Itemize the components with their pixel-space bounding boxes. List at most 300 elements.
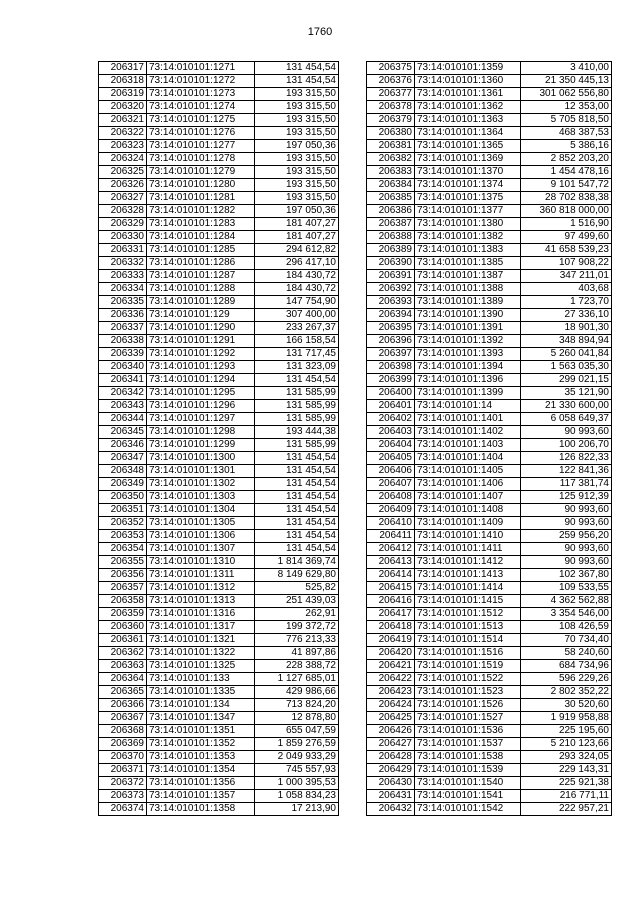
- cadastral-number-cell: 73:14:010101:1285: [147, 244, 255, 257]
- cadastral-number-cell: 73:14:010101:1306: [147, 530, 255, 543]
- cadastral-number-cell: 73:14:010101:1289: [147, 296, 255, 309]
- table-row: [367, 257, 612, 270]
- row-number-cell: 206380: [367, 127, 415, 140]
- row-number-cell: 206379: [367, 114, 415, 127]
- table-row: [367, 686, 612, 699]
- row-number-cell: 206422: [367, 673, 415, 686]
- row-number-cell: 206363: [99, 660, 147, 673]
- value-cell: 745 557,93: [255, 764, 339, 777]
- cadastral-number-cell: 73:14:010101:1411: [415, 543, 521, 556]
- table-row: [99, 62, 339, 75]
- cadastral-number-cell: 73:14:010101:1287: [147, 270, 255, 283]
- cadastral-number-cell: 73:14:010101:1301: [147, 465, 255, 478]
- value-cell: 216 771,11: [521, 790, 612, 803]
- cadastral-number-cell: 73:14:010101:1278: [147, 153, 255, 166]
- value-cell: 4 362 562,88: [521, 595, 612, 608]
- value-cell: 131 454,54: [255, 517, 339, 530]
- value-cell: 17 213,90: [255, 803, 339, 816]
- value-cell: 233 267,37: [255, 322, 339, 335]
- value-cell: 131 454,54: [255, 530, 339, 543]
- row-number-cell: 206405: [367, 452, 415, 465]
- table-row: [99, 634, 339, 647]
- table-row: [99, 790, 339, 803]
- value-cell: 5 210 123,66: [521, 738, 612, 751]
- row-number-cell: 206387: [367, 218, 415, 231]
- row-number-cell: 206335: [99, 296, 147, 309]
- table-row: [367, 608, 612, 621]
- cadastral-number-cell: 73:14:010101:1364: [415, 127, 521, 140]
- table-row: [99, 595, 339, 608]
- cadastral-number-cell: 73:14:010101:1347: [147, 712, 255, 725]
- row-number-cell: 206371: [99, 764, 147, 777]
- row-number-cell: 206362: [99, 647, 147, 660]
- cadastral-number-cell: 73:14:010101:1303: [147, 491, 255, 504]
- cadastral-number-cell: 73:14:010101:1291: [147, 335, 255, 348]
- cadastral-number-cell: 73:14:010101:1271: [147, 62, 255, 75]
- value-cell: 655 047,59: [255, 725, 339, 738]
- value-cell: 18 901,30: [521, 322, 612, 335]
- table-row: [367, 790, 612, 803]
- cadastral-number-cell: 73:14:010101:1375: [415, 192, 521, 205]
- cadastral-number-cell: 73:14:010101:1305: [147, 517, 255, 530]
- cadastral-number-cell: 73:14:010101:1374: [415, 179, 521, 192]
- table-row: [99, 374, 339, 387]
- cadastral-number-cell: 73:14:010101:1404: [415, 452, 521, 465]
- table-row: [99, 738, 339, 751]
- cadastral-number-cell: 73:14:010101:1352: [147, 738, 255, 751]
- row-number-cell: 206372: [99, 777, 147, 790]
- value-cell: 30 520,60: [521, 699, 612, 712]
- cadastral-number-cell: 73:14:010101:1361: [415, 88, 521, 101]
- table-row: [367, 75, 612, 88]
- cadastral-number-cell: 73:14:010101:1283: [147, 218, 255, 231]
- cadastral-number-cell: 73:14:010101:1541: [415, 790, 521, 803]
- value-cell: 5 260 041,84: [521, 348, 612, 361]
- table-row: [367, 426, 612, 439]
- value-cell: 97 499,60: [521, 231, 612, 244]
- table-row: [367, 62, 612, 75]
- table-row: [99, 309, 339, 322]
- cadastral-number-cell: 73:14:010101:1277: [147, 140, 255, 153]
- cadastral-number-cell: 73:14:010101:1387: [415, 270, 521, 283]
- row-number-cell: 206370: [99, 751, 147, 764]
- table-row: [99, 673, 339, 686]
- table-row: [367, 543, 612, 556]
- value-cell: 12 353,00: [521, 101, 612, 114]
- value-cell: 41 897,86: [255, 647, 339, 660]
- value-cell: 90 993,60: [521, 543, 612, 556]
- value-cell: 299 021,15: [521, 374, 612, 387]
- row-number-cell: 206323: [99, 140, 147, 153]
- value-cell: 131 454,54: [255, 62, 339, 75]
- value-cell: 193 315,50: [255, 179, 339, 192]
- row-number-cell: 206375: [367, 62, 415, 75]
- value-cell: 193 315,50: [255, 114, 339, 127]
- row-number-cell: 206377: [367, 88, 415, 101]
- cadastral-number-cell: 73:14:010101:1312: [147, 582, 255, 595]
- row-number-cell: 206347: [99, 452, 147, 465]
- table-row: [99, 660, 339, 673]
- cadastral-number-cell: 73:14:010101:1282: [147, 205, 255, 218]
- table-row: [367, 309, 612, 322]
- table-row: [367, 517, 612, 530]
- cadastral-number-cell: 73:14:010101:1359: [415, 62, 521, 75]
- row-number-cell: 206336: [99, 309, 147, 322]
- value-cell: 6 058 649,37: [521, 413, 612, 426]
- table-row: [367, 439, 612, 452]
- row-number-cell: 206392: [367, 283, 415, 296]
- cadastral-number-cell: 73:14:010101:1415: [415, 595, 521, 608]
- table-row: [99, 426, 339, 439]
- row-number-cell: 206355: [99, 556, 147, 569]
- value-cell: 193 444,38: [255, 426, 339, 439]
- value-cell: 596 229,26: [521, 673, 612, 686]
- table-row: [367, 530, 612, 543]
- row-number-cell: 206401: [367, 400, 415, 413]
- value-cell: 225 195,60: [521, 725, 612, 738]
- table-row: [367, 283, 612, 296]
- row-number-cell: 206411: [367, 530, 415, 543]
- row-number-cell: 206337: [99, 322, 147, 335]
- cadastral-number-cell: 73:14:010101:1357: [147, 790, 255, 803]
- row-number-cell: 206356: [99, 569, 147, 582]
- table-row: [99, 556, 339, 569]
- value-cell: 126 822,33: [521, 452, 612, 465]
- cadastral-number-cell: 73:14:010101:1389: [415, 296, 521, 309]
- table-row: [99, 413, 339, 426]
- cadastral-number-cell: 73:14:010101:1297: [147, 413, 255, 426]
- cadastral-number-cell: 73:14:010101:1408: [415, 504, 521, 517]
- row-number-cell: 206359: [99, 608, 147, 621]
- table-row: [99, 569, 339, 582]
- row-number-cell: 206399: [367, 374, 415, 387]
- value-cell: 193 315,50: [255, 127, 339, 140]
- table-row: [99, 777, 339, 790]
- table-row: [99, 114, 339, 127]
- value-cell: 193 315,50: [255, 88, 339, 101]
- row-number-cell: 206334: [99, 283, 147, 296]
- value-cell: 131 454,54: [255, 504, 339, 517]
- value-cell: 90 993,60: [521, 504, 612, 517]
- row-number-cell: 206340: [99, 361, 147, 374]
- table-row: [99, 270, 339, 283]
- row-number-cell: 206345: [99, 426, 147, 439]
- table-row: [99, 478, 339, 491]
- cadastral-number-cell: 73:14:010101:1295: [147, 387, 255, 400]
- value-cell: 1 000 395,53: [255, 777, 339, 790]
- table-row: [367, 673, 612, 686]
- row-number-cell: 206328: [99, 205, 147, 218]
- value-cell: 360 818 000,00: [521, 205, 612, 218]
- value-cell: 12 878,80: [255, 712, 339, 725]
- value-cell: 293 324,05: [521, 751, 612, 764]
- value-cell: 131 454,54: [255, 452, 339, 465]
- table-row: [99, 218, 339, 231]
- row-number-cell: 206338: [99, 335, 147, 348]
- table-row: [99, 192, 339, 205]
- value-cell: 125 912,39: [521, 491, 612, 504]
- cadastral-number-cell: 73:14:010101:1369: [415, 153, 521, 166]
- value-cell: 131 454,54: [255, 478, 339, 491]
- table-row: [367, 582, 612, 595]
- cadastral-number-cell: 73:14:010101:1317: [147, 621, 255, 634]
- table-row: [367, 335, 612, 348]
- value-cell: 684 734,96: [521, 660, 612, 673]
- table-row: [367, 374, 612, 387]
- row-number-cell: 206324: [99, 153, 147, 166]
- value-cell: 100 206,70: [521, 439, 612, 452]
- value-cell: 131 454,54: [255, 75, 339, 88]
- value-cell: 1 859 276,59: [255, 738, 339, 751]
- row-number-cell: 206431: [367, 790, 415, 803]
- table-row: [367, 361, 612, 374]
- cadastral-number-cell: 73:14:010101:1513: [415, 621, 521, 634]
- row-number-cell: 206352: [99, 517, 147, 530]
- cadastral-number-cell: 73:14:010101:1298: [147, 426, 255, 439]
- row-number-cell: 206385: [367, 192, 415, 205]
- value-cell: 184 430,72: [255, 283, 339, 296]
- cadastral-number-cell: 73:14:010101:1519: [415, 660, 521, 673]
- row-number-cell: 206413: [367, 556, 415, 569]
- value-cell: 348 894,94: [521, 335, 612, 348]
- cadastral-number-cell: 73:14:010101:1390: [415, 309, 521, 322]
- table-row: [99, 504, 339, 517]
- row-number-cell: 206393: [367, 296, 415, 309]
- row-number-cell: 206414: [367, 569, 415, 582]
- row-number-cell: 206432: [367, 803, 415, 816]
- cadastral-number-cell: 73:14:010101:1288: [147, 283, 255, 296]
- row-number-cell: 206374: [99, 803, 147, 816]
- value-cell: 2 802 352,22: [521, 686, 612, 699]
- cadastral-number-cell: 73:14:010101:1354: [147, 764, 255, 777]
- row-number-cell: 206339: [99, 348, 147, 361]
- value-cell: 296 417,10: [255, 257, 339, 270]
- value-cell: 131 585,99: [255, 400, 339, 413]
- cadastral-number-cell: 73:14:010101:1526: [415, 699, 521, 712]
- value-cell: 1 563 035,30: [521, 361, 612, 374]
- table-row: [367, 764, 612, 777]
- value-cell: 70 734,40: [521, 634, 612, 647]
- row-number-cell: 206400: [367, 387, 415, 400]
- value-cell: 108 426,59: [521, 621, 612, 634]
- value-cell: 184 430,72: [255, 270, 339, 283]
- table-row: [99, 764, 339, 777]
- row-number-cell: 206409: [367, 504, 415, 517]
- table-row: [99, 179, 339, 192]
- row-number-cell: 206421: [367, 660, 415, 673]
- cadastral-number-cell: 73:14:010101:1356: [147, 777, 255, 790]
- row-number-cell: 206322: [99, 127, 147, 140]
- value-cell: 197 050,36: [255, 205, 339, 218]
- table-row: [367, 699, 612, 712]
- table-row: [99, 231, 339, 244]
- value-cell: 117 381,74: [521, 478, 612, 491]
- row-number-cell: 206388: [367, 231, 415, 244]
- value-cell: 776 213,33: [255, 634, 339, 647]
- row-number-cell: 206403: [367, 426, 415, 439]
- row-number-cell: 206430: [367, 777, 415, 790]
- value-cell: 347 211,01: [521, 270, 612, 283]
- row-number-cell: 206342: [99, 387, 147, 400]
- row-number-cell: 206381: [367, 140, 415, 153]
- table-row: [99, 491, 339, 504]
- value-cell: 193 315,50: [255, 166, 339, 179]
- row-number-cell: 206378: [367, 101, 415, 114]
- row-number-cell: 206398: [367, 361, 415, 374]
- value-cell: 228 388,72: [255, 660, 339, 673]
- table-row: [99, 751, 339, 764]
- table-row: [367, 465, 612, 478]
- value-cell: 58 240,60: [521, 647, 612, 660]
- cadastral-number-cell: 73:14:010101:1274: [147, 101, 255, 114]
- cadastral-number-cell: 73:14:010101:1370: [415, 166, 521, 179]
- cadastral-number-cell: 73:14:010101:134: [147, 699, 255, 712]
- row-number-cell: 206426: [367, 725, 415, 738]
- cadastral-number-cell: 73:14:010101:1313: [147, 595, 255, 608]
- cadastral-number-cell: 73:14:010101:1284: [147, 231, 255, 244]
- row-number-cell: 206412: [367, 543, 415, 556]
- cadastral-number-cell: 73:14:010101:1353: [147, 751, 255, 764]
- row-number-cell: 206331: [99, 244, 147, 257]
- cadastral-number-cell: 73:14:010101:1514: [415, 634, 521, 647]
- cadastral-number-cell: 73:14:010101:1286: [147, 257, 255, 270]
- table-row: [99, 621, 339, 634]
- value-cell: 102 367,80: [521, 569, 612, 582]
- row-number-cell: 206425: [367, 712, 415, 725]
- table-row: [367, 660, 612, 673]
- table-row: [367, 192, 612, 205]
- cadastral-number-cell: 73:14:010101:1406: [415, 478, 521, 491]
- table-row: [99, 322, 339, 335]
- cadastral-number-cell: 73:14:010101:1296: [147, 400, 255, 413]
- cadastral-number-cell: 73:14:010101:1307: [147, 543, 255, 556]
- value-cell: 90 993,60: [521, 517, 612, 530]
- row-number-cell: 206318: [99, 75, 147, 88]
- row-number-cell: 206417: [367, 608, 415, 621]
- cadastral-number-cell: 73:14:010101:1300: [147, 452, 255, 465]
- cadastral-number-cell: 73:14:010101:1538: [415, 751, 521, 764]
- cadastral-number-cell: 73:14:010101:1396: [415, 374, 521, 387]
- table-row: [367, 634, 612, 647]
- value-cell: 193 315,50: [255, 192, 339, 205]
- cadastral-number-cell: 73:14:010101:1365: [415, 140, 521, 153]
- cadastral-number-cell: 73:14:010101:1536: [415, 725, 521, 738]
- value-cell: 225 921,38: [521, 777, 612, 790]
- value-cell: 2 852 203,20: [521, 153, 612, 166]
- row-number-cell: 206397: [367, 348, 415, 361]
- cadastral-number-cell: 73:14:010101:1405: [415, 465, 521, 478]
- table-row: [99, 530, 339, 543]
- table-row: [367, 712, 612, 725]
- cadastral-number-cell: 73:14:010101:1275: [147, 114, 255, 127]
- table-row: [367, 413, 612, 426]
- row-number-cell: 206361: [99, 634, 147, 647]
- value-cell: 8 149 629,80: [255, 569, 339, 582]
- row-number-cell: 206429: [367, 764, 415, 777]
- cadastral-number-cell: 73:14:010101:1393: [415, 348, 521, 361]
- value-cell: 403,68: [521, 283, 612, 296]
- table-row: [99, 101, 339, 114]
- table-row: [367, 751, 612, 764]
- cadastral-table-right: [366, 61, 612, 816]
- row-number-cell: 206344: [99, 413, 147, 426]
- table-row: [367, 387, 612, 400]
- value-cell: 222 957,21: [521, 803, 612, 816]
- cadastral-number-cell: 73:14:010101:1409: [415, 517, 521, 530]
- row-number-cell: 206317: [99, 62, 147, 75]
- row-number-cell: 206349: [99, 478, 147, 491]
- value-cell: 713 824,20: [255, 699, 339, 712]
- table-row: [99, 361, 339, 374]
- value-cell: 27 336,10: [521, 309, 612, 322]
- value-cell: 2 049 933,29: [255, 751, 339, 764]
- value-cell: 259 956,20: [521, 530, 612, 543]
- cadastral-number-cell: 73:14:010101:1394: [415, 361, 521, 374]
- row-number-cell: 206366: [99, 699, 147, 712]
- row-number-cell: 206406: [367, 465, 415, 478]
- value-cell: 1 516,90: [521, 218, 612, 231]
- row-number-cell: 206326: [99, 179, 147, 192]
- row-number-cell: 206407: [367, 478, 415, 491]
- row-number-cell: 206416: [367, 595, 415, 608]
- cadastral-number-cell: 73:14:010101:1335: [147, 686, 255, 699]
- table-row: [367, 127, 612, 140]
- table-row: [99, 153, 339, 166]
- value-cell: 468 387,53: [521, 127, 612, 140]
- value-cell: 197 050,36: [255, 140, 339, 153]
- value-cell: 109 533,55: [521, 582, 612, 595]
- value-cell: 229 143,31: [521, 764, 612, 777]
- value-cell: 199 372,72: [255, 621, 339, 634]
- cadastral-number-cell: 73:14:010101:1351: [147, 725, 255, 738]
- cadastral-number-cell: 73:14:010101:1321: [147, 634, 255, 647]
- row-number-cell: 206383: [367, 166, 415, 179]
- row-number-cell: 206428: [367, 751, 415, 764]
- cadastral-number-cell: 73:14:010101:1383: [415, 244, 521, 257]
- table-row: [99, 296, 339, 309]
- row-number-cell: 206394: [367, 309, 415, 322]
- row-number-cell: 206427: [367, 738, 415, 751]
- value-cell: 181 407,27: [255, 231, 339, 244]
- row-number-cell: 206360: [99, 621, 147, 634]
- table-row: [367, 621, 612, 634]
- table-row: [367, 205, 612, 218]
- row-number-cell: 206410: [367, 517, 415, 530]
- cadastral-number-cell: 73:14:010101:1388: [415, 283, 521, 296]
- table-row: [99, 725, 339, 738]
- row-number-cell: 206358: [99, 595, 147, 608]
- row-number-cell: 206395: [367, 322, 415, 335]
- cadastral-number-cell: 73:14:010101:1304: [147, 504, 255, 517]
- cadastral-number-cell: 73:14:010101:1360: [415, 75, 521, 88]
- cadastral-number-cell: 73:14:010101:1412: [415, 556, 521, 569]
- cadastral-number-cell: 73:14:010101:1410: [415, 530, 521, 543]
- cadastral-number-cell: 73:14:010101:1322: [147, 647, 255, 660]
- cadastral-number-cell: 73:14:010101:1362: [415, 101, 521, 114]
- table-row: [367, 101, 612, 114]
- table-row: [99, 439, 339, 452]
- cadastral-number-cell: 73:14:010101:1273: [147, 88, 255, 101]
- value-cell: 90 993,60: [521, 556, 612, 569]
- value-cell: 193 315,50: [255, 153, 339, 166]
- value-cell: 21 350 445,13: [521, 75, 612, 88]
- table-row: [367, 348, 612, 361]
- cadastral-number-cell: 73:14:010101:1392: [415, 335, 521, 348]
- value-cell: 1 723,70: [521, 296, 612, 309]
- cadastral-number-cell: 73:14:010101:1403: [415, 439, 521, 452]
- cadastral-number-cell: 73:14:010101:1290: [147, 322, 255, 335]
- cadastral-number-cell: 73:14:010101:1316: [147, 608, 255, 621]
